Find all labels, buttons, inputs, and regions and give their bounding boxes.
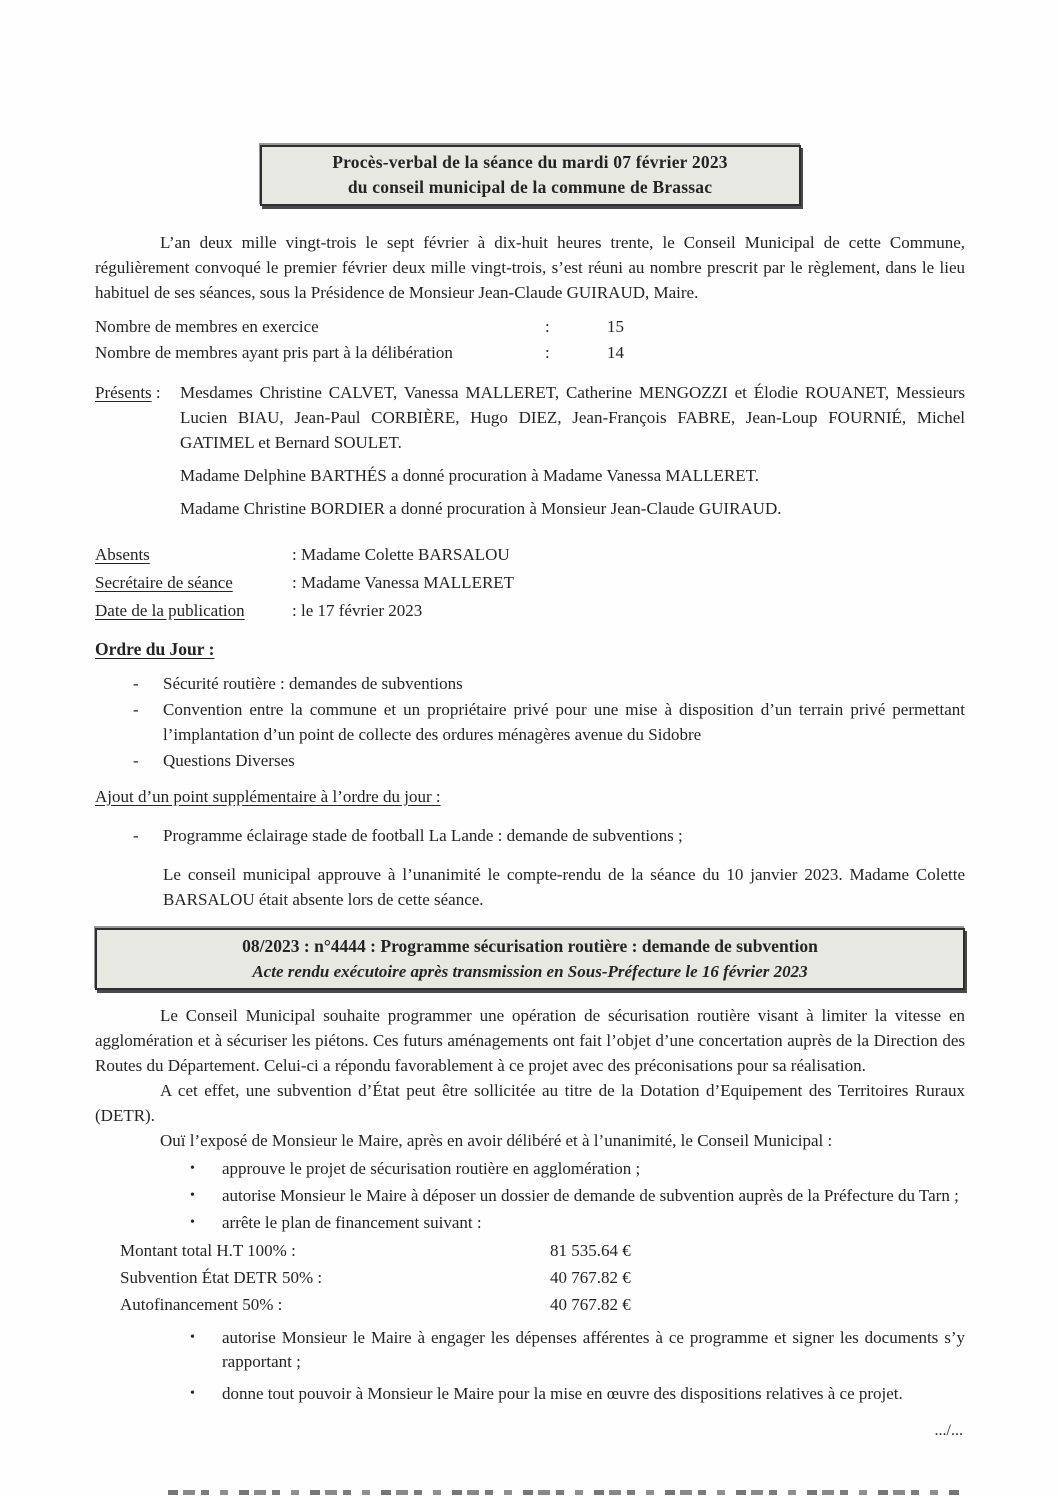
cutoff-text-fragment bbox=[168, 1490, 960, 1495]
session-info-block bbox=[95, 541, 965, 625]
page-continuation-marker: .../... bbox=[934, 1422, 963, 1439]
bullet-marker: • bbox=[190, 1386, 195, 1401]
decision-list bbox=[95, 1157, 965, 1406]
info-value: : Madame Vanessa MALLERET bbox=[292, 573, 515, 592]
deliberation-subtitle: Acte rendu exécutoire après transmission en Sous-Préfecture le 16 février 2023 bbox=[252, 962, 808, 981]
members-row bbox=[95, 340, 965, 366]
deliberation-box bbox=[95, 928, 965, 990]
decision-text: approuve le projet de sécurisation routière en agglomération ; bbox=[222, 1159, 641, 1178]
agenda-item-text: Convention entre la commune et un propriétaire privé pour une mise à disposition d’un terrain privé permettant l’implantation d’un point de collecte des ordures ménagères avenue du Sidobre bbox=[163, 700, 965, 744]
financing-label: Autofinancement 50% : bbox=[120, 1295, 283, 1314]
info-value: : Madame Colette BARSALOU bbox=[292, 545, 510, 564]
decision-item bbox=[95, 1326, 965, 1374]
info-label: Secrétaire de séance bbox=[95, 573, 233, 592]
decision-text: autorise Monsieur le Maire à déposer un dossier de demande de subvention auprès de la Préfecture du Tarn ; bbox=[222, 1186, 959, 1205]
agenda-item-text: Questions Diverses bbox=[163, 751, 295, 770]
bullet-marker: • bbox=[190, 1161, 195, 1176]
deliberation-title: 08/2023 : n°4444 : Programme sécurisation routière : demande de subvention bbox=[242, 936, 818, 956]
colon-separator: : bbox=[545, 343, 550, 362]
additional-agenda-item bbox=[95, 823, 965, 848]
members-count-block bbox=[95, 314, 965, 366]
title-line-2: du conseil municipal de la commune de Brassac bbox=[347, 177, 713, 197]
decision-text: donne tout pouvoir à Monsieur le Maire pour la mise en œuvre des dispositions relatives à ce projet. bbox=[222, 1384, 903, 1403]
info-value: : le 17 février 2023 bbox=[292, 601, 423, 620]
bullet-marker: • bbox=[190, 1330, 195, 1345]
procuration-line: Madame Christine BORDIER a donné procuration à Monsieur Jean-Claude GUIRAUD. bbox=[180, 499, 782, 518]
info-row-publication bbox=[95, 597, 965, 625]
agenda-heading: Ordre du Jour : bbox=[95, 639, 215, 659]
financing-label: Subvention État DETR 50% : bbox=[120, 1268, 323, 1287]
agenda-item bbox=[95, 697, 965, 747]
document-content bbox=[0, 145, 1058, 1442]
members-label: Nombre de membres ayant pris part à la délibération bbox=[95, 343, 453, 362]
members-row bbox=[95, 314, 965, 340]
dash-marker: - bbox=[133, 826, 139, 845]
info-label: Absents bbox=[95, 545, 150, 564]
financing-row bbox=[120, 1237, 965, 1264]
members-count: 15 bbox=[607, 317, 624, 336]
decision-item bbox=[95, 1211, 965, 1235]
members-count: 14 bbox=[607, 343, 624, 362]
decision-item bbox=[95, 1157, 965, 1181]
agenda-item-text: Sécurité routière : demandes de subventions bbox=[163, 674, 463, 693]
colon-separator: : bbox=[545, 317, 550, 336]
agenda-item-text: Programme éclairage stade de football La Lande : demande de subventions ; bbox=[163, 826, 683, 845]
financing-plan bbox=[120, 1237, 965, 1318]
dash-marker: - bbox=[133, 751, 139, 770]
info-row-secretaire bbox=[95, 569, 965, 597]
agenda-item bbox=[95, 671, 965, 696]
financing-row bbox=[120, 1264, 965, 1291]
financing-amount: 40 767.82 € bbox=[550, 1295, 631, 1314]
title-box bbox=[260, 145, 801, 206]
financing-amount: 81 535.64 € bbox=[550, 1241, 631, 1260]
deliberation-body bbox=[95, 1003, 965, 1153]
bullet-marker: • bbox=[190, 1215, 195, 1230]
colon-separator: : bbox=[155, 383, 161, 402]
approval-paragraph: Le conseil municipal approuve à l’unanimité le compte-rendu de la séance du 10 janvier 2023. Madame Colette BARSALOU était absente lors de cette séance. bbox=[163, 865, 965, 909]
presents-block bbox=[95, 380, 965, 455]
info-label: Date de la publication bbox=[95, 601, 245, 620]
paragraph-securisation: Le Conseil Municipal souhaite programmer une opération de sécurisation routière visant à limiter la vitesse en agglomération et à sécuriser les piétons. Ces futurs aménagements ont fait l’objet d’une concertation auprès de la Direction des Routes du Département. Celui-ci a répondu favorablement à ce projet avec des préconisations pour sa réalisation. bbox=[95, 1006, 965, 1075]
decision-text: autorise Monsieur le Maire à engager les dépenses afférentes à ce programme et signer les documents s’y rapportant ; bbox=[222, 1328, 965, 1371]
additional-item-heading: Ajout d’un point supplémentaire à l’ordre du jour : bbox=[95, 787, 441, 806]
presents-label: Présents bbox=[95, 383, 152, 402]
paragraph-detr: A cet effet, une subvention d’État peut être sollicitée au titre de la Dotation d’Equipement des Territoires Ruraux (DETR). bbox=[95, 1081, 965, 1125]
procuration-line: Madame Delphine BARTHÉS a donné procuration à Madame Vanessa MALLERET. bbox=[180, 466, 760, 485]
title-line-1: Procès-verbal de la séance du mardi 07 février 2023 bbox=[332, 152, 728, 172]
financing-row bbox=[120, 1291, 965, 1318]
bullet-marker: • bbox=[190, 1188, 195, 1203]
paragraph-oui: Ouï l’exposé de Monsieur le Maire, après en avoir délibéré et à l’unanimité, le Conseil Municipal : bbox=[160, 1131, 833, 1150]
decision-text: arrête le plan de financement suivant : bbox=[222, 1213, 482, 1232]
presents-label-cell bbox=[95, 380, 180, 455]
members-label: Nombre de membres en exercice bbox=[95, 317, 319, 336]
dash-marker: - bbox=[133, 700, 139, 719]
presents-names: Mesdames Christine CALVET, Vanessa MALLERET, Catherine MENGOZZI et Élodie ROUANET, Messieurs Lucien BIAU, Jean-Paul CORBIÈRE, Hugo DIEZ, Jean-François FABRE, Jean-Loup FOURNIÉ, Michel GATIMEL et Bernard SOULET. bbox=[180, 383, 965, 452]
intro-paragraph: L’an deux mille vingt-trois le sept février à dix-huit heures trente, le Conseil Municipal de cette Commune, régulièrement convoqué le premier février deux mille vingt-trois, s’est réuni au nombre prescrit par le règlement, dans le lieu habituel de ses séances, sous la Présidence de Monsieur Jean-Claude GUIRAUD, Maire. bbox=[95, 233, 965, 302]
financing-label: Montant total H.T 100% : bbox=[120, 1241, 296, 1260]
agenda-list bbox=[95, 671, 965, 773]
info-row-absents bbox=[95, 541, 965, 569]
decision-item bbox=[95, 1184, 965, 1208]
decision-item bbox=[95, 1382, 965, 1406]
dash-marker: - bbox=[133, 674, 139, 693]
financing-amount: 40 767.82 € bbox=[550, 1268, 631, 1287]
agenda-item bbox=[95, 748, 965, 773]
